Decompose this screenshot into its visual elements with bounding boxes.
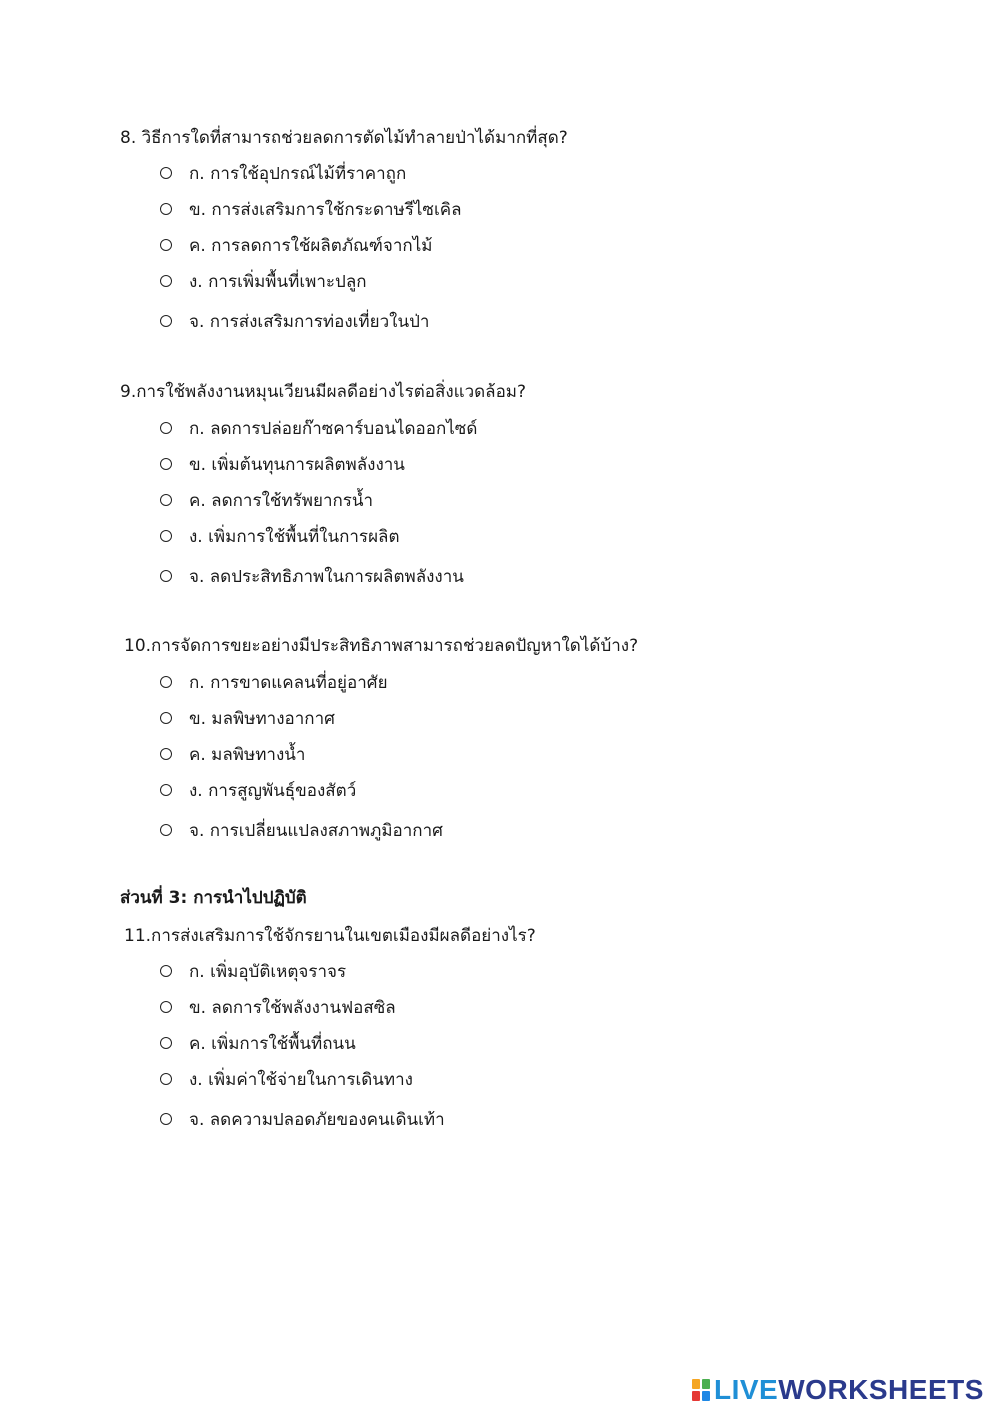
- logo-square-icon: [702, 1391, 710, 1401]
- option-label: ก. การใช้อุปกรณ์ไม้ที่ราคาถูก: [189, 163, 407, 184]
- option-label: ง. การเพิ่มพื้นที่เพาะปลูก: [189, 271, 367, 292]
- radio-circle-icon[interactable]: [160, 315, 172, 327]
- question-8-options: [160, 155, 462, 339]
- liveworksheets-logo-icon: [692, 1379, 710, 1401]
- option-9-d[interactable]: [160, 518, 477, 554]
- radio-circle-icon[interactable]: [160, 167, 172, 179]
- liveworksheets-logo: [692, 1376, 984, 1404]
- option-9-a[interactable]: [160, 410, 477, 446]
- option-label: ข. เพิ่มต้นทุนการผลิตพลังงาน: [189, 454, 405, 475]
- option-10-d[interactable]: [160, 772, 443, 808]
- radio-circle-icon[interactable]: [160, 275, 172, 287]
- option-11-c[interactable]: [160, 1025, 445, 1061]
- logo-square-icon: [692, 1391, 700, 1401]
- option-11-b[interactable]: [160, 989, 445, 1025]
- radio-circle-icon[interactable]: [160, 965, 172, 977]
- option-label: ก. การขาดแคลนที่อยู่อาศัย: [189, 672, 388, 693]
- option-label: ค. เพิ่มการใช้พื้นที่ถนน: [189, 1033, 356, 1054]
- option-label: ก. เพิ่มอุบัติเหตุจราจร: [189, 961, 347, 982]
- option-8-a[interactable]: [160, 155, 462, 191]
- option-9-b[interactable]: [160, 446, 477, 482]
- option-label: ค. ลดการใช้ทรัพยากรน้ำ: [189, 490, 374, 511]
- option-11-d[interactable]: [160, 1061, 445, 1097]
- option-10-b[interactable]: [160, 700, 443, 736]
- option-label: ค. มลพิษทางน้ำ: [189, 744, 306, 765]
- option-label: ง. เพิ่มการใช้พื้นที่ในการผลิต: [189, 526, 400, 547]
- option-label: ข. การส่งเสริมการใช้กระดาษรีไซเคิล: [189, 199, 462, 220]
- question-10-options: [160, 664, 443, 848]
- question-9-options: [160, 410, 477, 594]
- radio-circle-icon[interactable]: [160, 712, 172, 724]
- option-label: จ. ลดประสิทธิภาพในการผลิตพลังงาน: [189, 566, 464, 587]
- radio-circle-icon[interactable]: [160, 676, 172, 688]
- option-9-e[interactable]: [160, 558, 477, 594]
- question-11-text: 11.การส่งเสริมการใช้จักรยานในเขตเมืองมีผลดีอย่างไร?: [124, 926, 536, 946]
- radio-circle-icon[interactable]: [160, 1001, 172, 1013]
- question-10-text: 10.การจัดการขยะอย่างมีประสิทธิภาพสามารถช่วยลดปัญหาใดได้บ้าง?: [124, 636, 639, 656]
- logo-square-icon: [702, 1379, 710, 1389]
- radio-circle-icon[interactable]: [160, 748, 172, 760]
- option-label: ค. การลดการใช้ผลิตภัณฑ์จากไม้: [189, 235, 433, 256]
- radio-circle-icon[interactable]: [160, 784, 172, 796]
- question-11-options: [160, 953, 445, 1137]
- radio-circle-icon[interactable]: [160, 1073, 172, 1085]
- radio-circle-icon[interactable]: [160, 203, 172, 215]
- option-label: จ. ลดความปลอดภัยของคนเดินเท้า: [189, 1109, 445, 1130]
- section-heading: ส่วนที่ 3: การนำไปปฏิบัติ: [120, 888, 307, 908]
- radio-circle-icon[interactable]: [160, 494, 172, 506]
- option-9-c[interactable]: [160, 482, 477, 518]
- option-label: ก. ลดการปล่อยก๊าซคาร์บอนไดออกไซด์: [189, 418, 478, 439]
- option-10-e[interactable]: [160, 812, 443, 848]
- option-label: จ. การเปลี่ยนแปลงสภาพภูมิอากาศ: [189, 820, 443, 841]
- option-8-c[interactable]: [160, 227, 462, 263]
- option-8-e[interactable]: [160, 303, 462, 339]
- option-label: จ. การส่งเสริมการท่องเที่ยวในป่า: [189, 311, 430, 332]
- option-label: ข. ลดการใช้พลังงานฟอสซิล: [189, 997, 396, 1018]
- option-10-a[interactable]: [160, 664, 443, 700]
- question-9-text: 9.การใช้พลังงานหมุนเวียนมีผลดีอย่างไรต่อสิ่งแวดล้อม?: [120, 382, 527, 402]
- logo-text-live: LIVE: [714, 1374, 779, 1405]
- logo-square-icon: [692, 1379, 700, 1389]
- option-8-b[interactable]: [160, 191, 462, 227]
- radio-circle-icon[interactable]: [160, 422, 172, 434]
- radio-circle-icon[interactable]: [160, 824, 172, 836]
- logo-text-worksheets: WORKSHEETS: [778, 1374, 984, 1405]
- option-label: ง. การสูญพันธุ์ของสัตว์: [189, 780, 357, 801]
- radio-circle-icon[interactable]: [160, 458, 172, 470]
- option-label: ข. มลพิษทางอากาศ: [189, 708, 335, 729]
- question-8-text: 8. วิธีการใดที่สามารถช่วยลดการตัดไม้ทำลายป่าได้มากที่สุด?: [120, 128, 568, 148]
- radio-circle-icon[interactable]: [160, 1037, 172, 1049]
- option-11-a[interactable]: [160, 953, 445, 989]
- option-label: ง. เพิ่มค่าใช้จ่ายในการเดินทาง: [189, 1069, 413, 1090]
- option-8-d[interactable]: [160, 263, 462, 299]
- radio-circle-icon[interactable]: [160, 530, 172, 542]
- radio-circle-icon[interactable]: [160, 239, 172, 251]
- radio-circle-icon[interactable]: [160, 570, 172, 582]
- option-10-c[interactable]: [160, 736, 443, 772]
- option-11-e[interactable]: [160, 1101, 445, 1137]
- radio-circle-icon[interactable]: [160, 1113, 172, 1125]
